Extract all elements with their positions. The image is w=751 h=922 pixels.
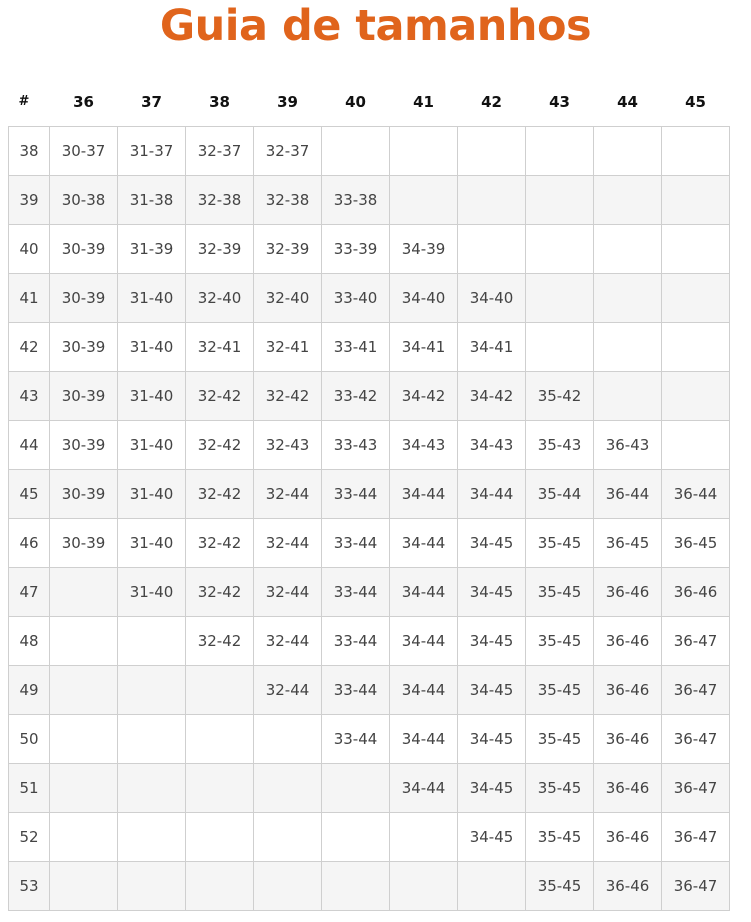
table-cell: 30-39 [50, 421, 118, 470]
table-row [9, 421, 730, 470]
column-header: 45 [685, 92, 706, 111]
table-cell [458, 176, 526, 225]
table-cell [118, 862, 186, 911]
table-cell: 32-42 [254, 372, 322, 421]
table-row [9, 225, 730, 274]
row-label: 40 [9, 225, 50, 274]
table-cell [526, 274, 594, 323]
table-cell [186, 715, 254, 764]
row-label: 39 [9, 176, 50, 225]
row-label: 41 [9, 274, 50, 323]
table-cell: 31-38 [118, 176, 186, 225]
table-cell: 33-44 [322, 666, 390, 715]
column-header: 39 [277, 92, 298, 111]
table-cell: 36-45 [662, 519, 730, 568]
table-cell: 34-44 [390, 715, 458, 764]
table-cell: 31-37 [118, 127, 186, 176]
table-cell: 35-45 [526, 568, 594, 617]
row-label: 43 [9, 372, 50, 421]
table-cell: 30-37 [50, 127, 118, 176]
table-cell [526, 323, 594, 372]
table-cell: 36-43 [594, 421, 662, 470]
table-cell: 34-44 [390, 568, 458, 617]
row-label: 49 [9, 666, 50, 715]
table-cell: 32-43 [254, 421, 322, 470]
table-cell: 34-44 [390, 666, 458, 715]
table-row [9, 862, 730, 911]
table-cell: 32-44 [254, 568, 322, 617]
table-cell: 36-46 [594, 764, 662, 813]
table-cell: 34-45 [458, 813, 526, 862]
table-cell: 35-45 [526, 764, 594, 813]
table-row [9, 519, 730, 568]
table-cell [594, 176, 662, 225]
table-cell: 35-42 [526, 372, 594, 421]
table-cell: 32-44 [254, 470, 322, 519]
table-cell [50, 666, 118, 715]
table-cell: 36-47 [662, 813, 730, 862]
row-label: 50 [9, 715, 50, 764]
table-header [9, 77, 730, 127]
table-cell: 32-42 [186, 519, 254, 568]
table-cell: 36-47 [662, 617, 730, 666]
table-cell: 33-42 [322, 372, 390, 421]
row-label: 51 [9, 764, 50, 813]
table-cell [186, 764, 254, 813]
table-cell [662, 323, 730, 372]
table-cell: 35-45 [526, 715, 594, 764]
table-cell [186, 666, 254, 715]
table-cell [594, 127, 662, 176]
column-header: 43 [549, 92, 570, 111]
table-cell: 35-45 [526, 813, 594, 862]
header-row [9, 77, 730, 127]
table-cell [254, 715, 322, 764]
table-cell: 32-44 [254, 617, 322, 666]
table-cell [662, 127, 730, 176]
table-cell: 34-40 [390, 274, 458, 323]
table-cell: 32-39 [254, 225, 322, 274]
table-row [9, 715, 730, 764]
table-cell: 31-40 [118, 568, 186, 617]
table-cell: 35-45 [526, 519, 594, 568]
table-cell: 32-38 [254, 176, 322, 225]
table-cell [390, 813, 458, 862]
table-cell: 36-46 [594, 617, 662, 666]
column-header: 40 [345, 92, 366, 111]
table-cell: 32-37 [254, 127, 322, 176]
column-header: 44 [617, 92, 638, 111]
table-cell: 34-44 [390, 764, 458, 813]
table-cell: 32-37 [186, 127, 254, 176]
table-row [9, 813, 730, 862]
table-cell: 32-42 [186, 470, 254, 519]
table-cell: 32-42 [186, 568, 254, 617]
table-row [9, 176, 730, 225]
table-cell [662, 225, 730, 274]
table-cell: 34-44 [390, 519, 458, 568]
table-cell [662, 372, 730, 421]
column-header: 37 [141, 92, 162, 111]
table-row [9, 666, 730, 715]
table-cell: 33-41 [322, 323, 390, 372]
table-cell [526, 127, 594, 176]
table-cell [50, 862, 118, 911]
table-cell [322, 813, 390, 862]
table-cell: 33-40 [322, 274, 390, 323]
table-cell: 30-39 [50, 323, 118, 372]
table-cell: 34-44 [390, 617, 458, 666]
table-cell [50, 813, 118, 862]
row-label: 47 [9, 568, 50, 617]
table-cell [118, 617, 186, 666]
table-cell: 34-42 [390, 372, 458, 421]
table-cell: 33-44 [322, 715, 390, 764]
table-cell [118, 715, 186, 764]
table-cell: 35-45 [526, 617, 594, 666]
table-cell: 36-46 [594, 862, 662, 911]
row-label: 46 [9, 519, 50, 568]
table-cell: 34-41 [458, 323, 526, 372]
table-cell: 36-46 [662, 568, 730, 617]
table-cell: 36-44 [594, 470, 662, 519]
table-cell [322, 764, 390, 813]
table-row [9, 274, 730, 323]
table-cell: 36-44 [662, 470, 730, 519]
table-cell: 32-42 [186, 617, 254, 666]
table-cell [118, 666, 186, 715]
table-cell: 32-40 [186, 274, 254, 323]
row-label: 48 [9, 617, 50, 666]
table-cell: 33-38 [322, 176, 390, 225]
table-row [9, 568, 730, 617]
table-body [9, 127, 730, 911]
table-cell: 32-39 [186, 225, 254, 274]
table-cell: 30-39 [50, 519, 118, 568]
table-cell: 34-40 [458, 274, 526, 323]
table-cell: 35-44 [526, 470, 594, 519]
table-cell: 35-43 [526, 421, 594, 470]
column-header: 38 [209, 92, 230, 111]
row-label: 53 [9, 862, 50, 911]
table-cell [254, 813, 322, 862]
row-label: 52 [9, 813, 50, 862]
table-cell: 34-44 [390, 470, 458, 519]
table-cell: 33-44 [322, 568, 390, 617]
table-cell: 31-40 [118, 323, 186, 372]
table-cell: 36-46 [594, 666, 662, 715]
table-cell [458, 225, 526, 274]
table-row [9, 372, 730, 421]
table-cell [526, 176, 594, 225]
table-cell: 36-45 [594, 519, 662, 568]
table-cell: 34-45 [458, 715, 526, 764]
table-cell: 34-44 [458, 470, 526, 519]
table-cell: 30-39 [50, 225, 118, 274]
table-row [9, 323, 730, 372]
table-cell [526, 225, 594, 274]
table-cell [50, 568, 118, 617]
table-cell: 36-47 [662, 715, 730, 764]
table-cell [186, 813, 254, 862]
table-cell [662, 421, 730, 470]
table-cell: 32-44 [254, 666, 322, 715]
row-label: 38 [9, 127, 50, 176]
table-cell [594, 225, 662, 274]
table-cell [390, 176, 458, 225]
table-cell [118, 764, 186, 813]
table-cell: 36-47 [662, 862, 730, 911]
size-guide-table [8, 77, 730, 911]
table-cell: 32-38 [186, 176, 254, 225]
table-cell: 35-45 [526, 666, 594, 715]
table-cell [594, 372, 662, 421]
table-cell: 34-41 [390, 323, 458, 372]
table-cell [458, 862, 526, 911]
corner-header: # [18, 94, 30, 109]
table-cell: 31-40 [118, 470, 186, 519]
table-cell: 34-45 [458, 519, 526, 568]
table-cell: 30-39 [50, 470, 118, 519]
table-cell: 31-39 [118, 225, 186, 274]
table-cell: 33-44 [322, 519, 390, 568]
table-row [9, 764, 730, 813]
table-cell [254, 862, 322, 911]
table-cell: 34-43 [390, 421, 458, 470]
row-label: 44 [9, 421, 50, 470]
table-cell: 34-45 [458, 764, 526, 813]
table-cell: 34-39 [390, 225, 458, 274]
table-cell [322, 862, 390, 911]
table-cell: 31-40 [118, 274, 186, 323]
table-cell [186, 862, 254, 911]
table-cell: 34-42 [458, 372, 526, 421]
table-cell: 32-41 [254, 323, 322, 372]
table-cell [118, 813, 186, 862]
table-cell: 33-44 [322, 617, 390, 666]
table-cell: 32-44 [254, 519, 322, 568]
table-cell: 31-40 [118, 421, 186, 470]
table-cell: 33-43 [322, 421, 390, 470]
table-cell: 33-39 [322, 225, 390, 274]
table-cell [662, 274, 730, 323]
table-cell [50, 715, 118, 764]
row-label: 45 [9, 470, 50, 519]
table-cell [322, 127, 390, 176]
table-cell: 31-40 [118, 519, 186, 568]
table-cell: 30-39 [50, 274, 118, 323]
table-cell: 30-39 [50, 372, 118, 421]
row-label: 42 [9, 323, 50, 372]
table-cell [50, 617, 118, 666]
table-cell: 34-45 [458, 617, 526, 666]
table-row [9, 470, 730, 519]
table-cell [390, 862, 458, 911]
table-cell [254, 764, 322, 813]
table-cell [594, 274, 662, 323]
column-header: 42 [481, 92, 502, 111]
table-cell [594, 323, 662, 372]
table-cell: 36-46 [594, 813, 662, 862]
table-cell: 32-40 [254, 274, 322, 323]
table-cell: 36-46 [594, 568, 662, 617]
table-cell: 31-40 [118, 372, 186, 421]
table-cell [662, 176, 730, 225]
column-header: 36 [73, 92, 94, 111]
table-cell: 34-45 [458, 568, 526, 617]
table-cell: 36-47 [662, 666, 730, 715]
table-cell: 32-42 [186, 372, 254, 421]
table-cell: 36-46 [594, 715, 662, 764]
table-cell [458, 127, 526, 176]
table-cell [390, 127, 458, 176]
column-header: 41 [413, 92, 434, 111]
table-cell: 32-41 [186, 323, 254, 372]
table-cell: 34-45 [458, 666, 526, 715]
table-cell: 30-38 [50, 176, 118, 225]
table-row [9, 127, 730, 176]
table-cell [50, 764, 118, 813]
table-cell: 36-47 [662, 764, 730, 813]
table-cell: 33-44 [322, 470, 390, 519]
table-row [9, 617, 730, 666]
table-cell: 35-45 [526, 862, 594, 911]
table-cell: 32-42 [186, 421, 254, 470]
page-title: Guia de tamanhos [159, 1, 592, 51]
table-cell: 34-43 [458, 421, 526, 470]
